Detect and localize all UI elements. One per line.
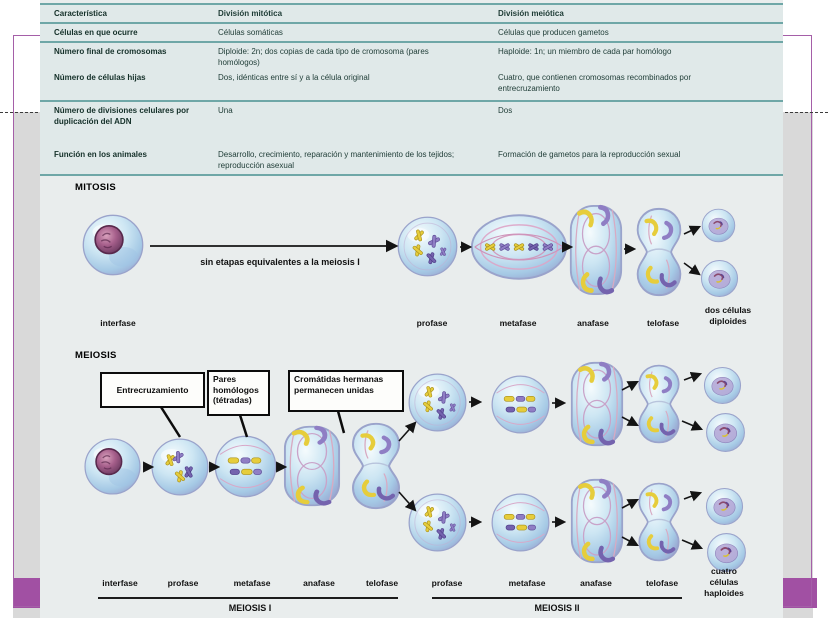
stage-label: telofase xyxy=(365,578,399,588)
cell-telophase2 xyxy=(639,366,678,443)
cell-metaphase2 xyxy=(492,376,549,433)
meiosis2-bottom-row xyxy=(409,480,745,572)
stage-label: profase xyxy=(431,578,463,588)
meiosis2-underline xyxy=(432,597,682,599)
cell-anaphase1 xyxy=(285,427,339,506)
cell-prophase2 xyxy=(409,494,466,551)
meiotic-cell: Haploide: 1n; un miembro de cada par homólogo xyxy=(498,47,672,56)
cell-prophase1 xyxy=(152,439,208,495)
stage-label: profase xyxy=(167,578,199,588)
stage-label: anafase xyxy=(577,318,609,328)
cell-telophase1 xyxy=(353,424,399,508)
row-label: Células en que ocurre xyxy=(54,28,138,37)
cell-haploid xyxy=(707,414,745,452)
meiosis-title: MEIOSIS xyxy=(75,350,117,361)
stage-label: interfase xyxy=(102,578,138,588)
cell-metaphase xyxy=(472,215,566,278)
mitosis-note: sin etapas equivalentes a la meiosis I xyxy=(200,257,360,267)
column-header: División mitótica xyxy=(218,9,283,18)
meiosis-result-label: cuatro células haploides xyxy=(704,566,744,598)
meiosis1-group-label: MEIOSIS I xyxy=(228,603,272,613)
meiotic-cell: Cuatro, que contienen cromosomas recombinados por entrecruzamiento xyxy=(498,73,691,93)
mitotic-cell: Células somáticas xyxy=(218,28,283,37)
mitotic-cell: Una xyxy=(218,106,233,115)
meiosis1-row xyxy=(85,424,399,508)
row-label: Función en los animales xyxy=(54,150,147,159)
meiotic-cell: Dos xyxy=(498,106,513,115)
stage-label: telofase xyxy=(646,318,680,328)
cell-prophase xyxy=(398,217,457,276)
callout-sister-chromatids: Cromátidas hermanas permanecen unidas xyxy=(288,370,404,412)
cell-interphase xyxy=(83,215,142,274)
column-header: División meiótica xyxy=(498,9,564,18)
mitosis-result-label: dos células diploides xyxy=(704,305,752,326)
cell-metaphase1 xyxy=(215,436,275,496)
cell-anaphase2 xyxy=(572,480,622,562)
cell-haploid xyxy=(706,488,742,524)
mitotic-cell: Diploide: 2n; dos copias de cada tipo de cromosoma (pares homólogos) xyxy=(218,47,429,67)
stage-label: anafase xyxy=(580,578,612,588)
cell-metaphase2 xyxy=(492,494,549,551)
column-header: Característica xyxy=(54,9,107,18)
stage-label: telofase xyxy=(645,578,679,588)
callout-homologous-pairs: Pares homólogos (tétradas) xyxy=(207,370,270,416)
cell-prophase2 xyxy=(409,374,466,431)
callout-crossing-over: Entrecruzamiento xyxy=(100,372,205,408)
stage-label: metafase xyxy=(508,578,546,588)
cell-haploid xyxy=(704,367,740,403)
stage-label: anafase xyxy=(303,578,335,588)
cell-daughter xyxy=(701,260,737,296)
meiotic-cell: Células que producen gametos xyxy=(498,28,609,37)
mitotic-cell: Desarrollo, crecimiento, reparación y mantenimiento de los tejidos; reproducción asexual xyxy=(218,150,455,170)
mitosis-title: MITOSIS xyxy=(75,182,116,193)
cell-telophase xyxy=(638,209,681,295)
cell-interphase xyxy=(85,439,140,494)
cell-anaphase xyxy=(571,206,621,294)
cell-telophase2 xyxy=(639,484,678,561)
cell-daughter xyxy=(702,209,735,242)
stage-label: metafase xyxy=(233,578,271,588)
stage-label: metafase xyxy=(499,318,537,328)
meiosis1-underline xyxy=(98,597,398,599)
stage-label: interfase xyxy=(100,318,136,328)
meiotic-cell: Formación de gametos para la reproducción sexual xyxy=(498,150,681,159)
mitotic-cell: Dos, idénticas entre sí y a la célula original xyxy=(218,73,370,82)
row-label: Número final de cromosomas xyxy=(54,47,167,56)
row-label: Número de células hijas xyxy=(54,73,146,82)
cell-anaphase2 xyxy=(572,363,622,445)
stage-label: profase xyxy=(416,318,448,328)
row-label: Número de divisiones celulares por duplicación del ADN xyxy=(54,106,190,126)
meiosis2-group-label: MEIOSIS II xyxy=(534,603,580,613)
mitosis-row xyxy=(83,206,737,297)
